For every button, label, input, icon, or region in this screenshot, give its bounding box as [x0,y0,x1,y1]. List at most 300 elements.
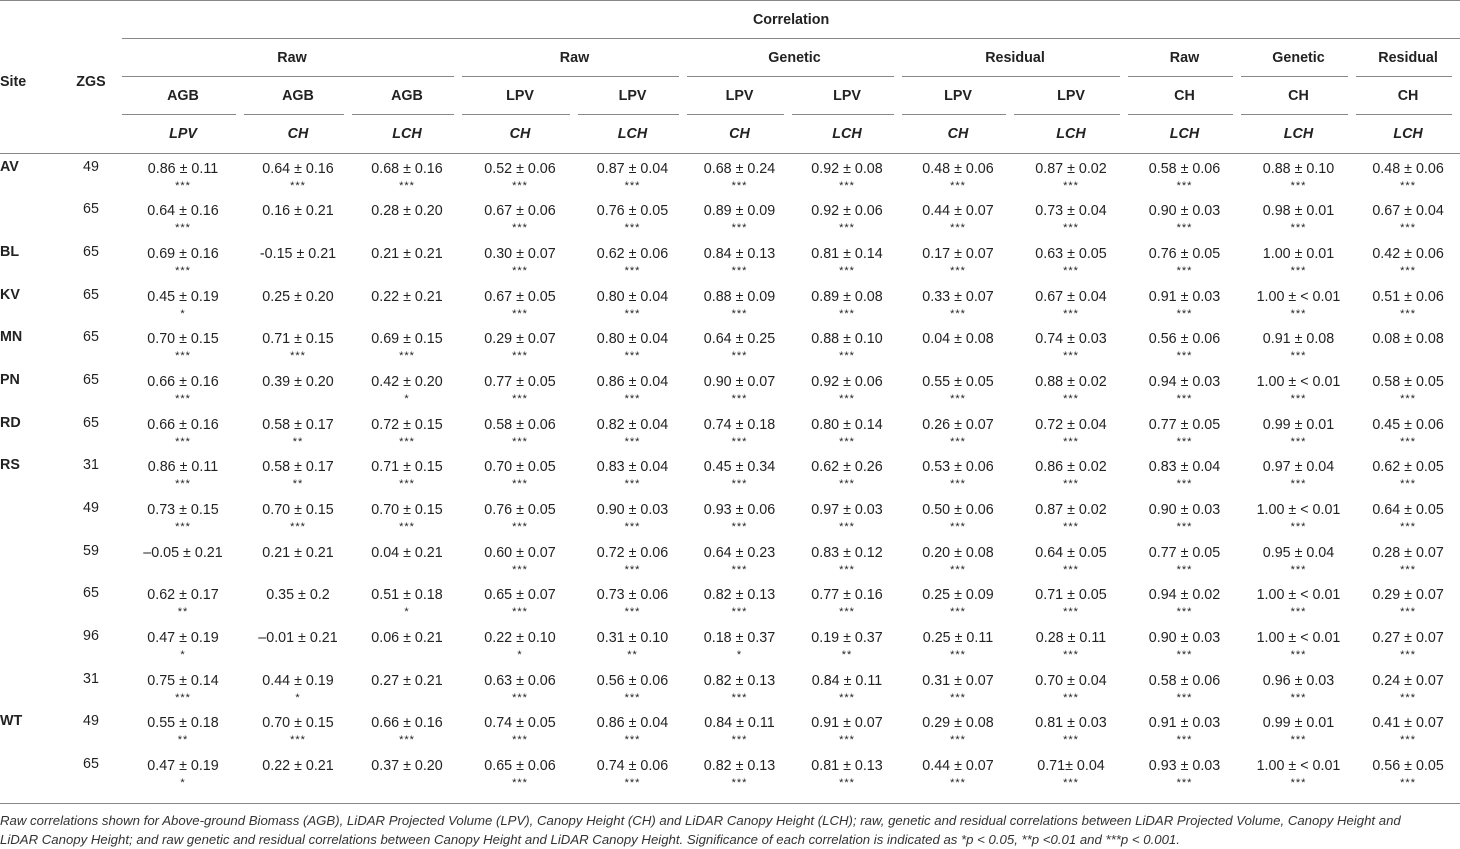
correlation-cell [462,196,578,239]
significance-marker: *** [839,606,855,619]
correlation-value: 0.80 ± 0.14 [811,416,883,433]
correlation-value: 0.63 ± 0.05 [1035,245,1107,262]
correlation-cell [578,196,687,239]
table-row [0,666,1460,709]
correlation-cell [1128,154,1241,197]
correlation-value: 0.82 ± 0.13 [703,587,776,604]
correlation-cell [122,495,244,538]
significance-marker: *** [1290,264,1307,277]
correlation-cell [902,324,1014,367]
significance-marker: *** [1063,180,1079,192]
correlation-value: –0.01 ± 0.21 [258,630,338,647]
correlation-cell [1241,282,1356,325]
correlation-value: 0.97 ± 0.04 [1262,459,1335,476]
significance-marker: *** [512,734,528,747]
significance-marker: *** [1400,264,1416,277]
correlation-cell [578,324,687,367]
significance-marker: *** [1400,521,1416,533]
correlation-cell [902,495,1014,538]
correlation-value: 0.74 ± 0.18 [703,416,776,433]
significance-marker: *** [290,734,306,747]
correlation-value: 0.88 ± 0.09 [703,288,776,305]
correlation-value: 0.42 ± 0.06 [1372,245,1444,262]
significance-marker: *** [1290,350,1307,363]
site-cell: KV [0,286,20,303]
significance-marker: *** [175,180,191,192]
significance-marker: *** [512,180,528,192]
correlation-cell [578,282,687,325]
paired-trait-header: LCH [1056,126,1086,142]
correlation-cell [792,666,902,709]
correlation-cell [792,410,902,453]
correlation-cell [1241,538,1356,581]
correlation-value: 0.47 ± 0.19 [147,630,219,647]
correlation-cell [1128,495,1241,538]
significance-marker: *** [1176,435,1193,448]
significance-marker: *** [1400,777,1416,790]
correlation-cell [1128,751,1241,794]
site-cell: PN [0,371,20,388]
correlation-value: 0.28 ± 0.20 [371,203,443,220]
correlation-cell [1128,538,1241,581]
trait2-row [0,115,1460,154]
trait-header: CH [1128,77,1241,115]
table-caption: Raw correlations shown for Above-ground Biomass (AGB), LiDAR Projected Volume (LPV), Canopy Height (CH) and LiDAR Canopy Height (LCH); raw, genetic and residual correlations between LiDAR Projected Volume, Canopy Height and LiDAR Canopy Height; and raw genetic and residual correlations between Canopy Height and LiDAR Canopy Height. Significance of each correlation is indicated as *p < 0.05, **p <0.01 and ***p < 0.001. [0,813,1401,847]
correlation-value: 0.60 ± 0.07 [484,544,556,561]
correlation-value: 0.98 ± 0.01 [1262,203,1335,220]
significance-marker: *** [624,435,641,448]
significance-marker: *** [290,521,306,533]
paired-trait-header: LCH [832,126,862,142]
significance-marker: *** [1063,392,1079,405]
correlation-value: 0.75 ± 0.14 [147,672,219,689]
trait-header: CH [1241,77,1356,115]
site-cell [0,538,60,581]
correlation-cell [352,751,462,794]
correlation-value: 0.86 ± 0.02 [1035,459,1107,476]
correlation-cell [792,154,902,197]
correlation-cell [122,580,244,623]
significance-marker: *** [1176,691,1193,704]
correlation-cell [244,324,352,367]
correlation-value: 0.71± 0.04 [1037,758,1105,775]
significance-marker: *** [624,222,641,235]
correlation-value: 0.58 ± 0.06 [1148,672,1221,689]
correlation-cell [792,324,902,367]
significance-marker: * [180,649,186,662]
correlation-value: 0.37 ± 0.20 [371,758,443,775]
significance-marker: *** [731,180,748,192]
correlation-cell [1356,239,1460,282]
significance-marker: *** [290,180,306,192]
correlation-cell [1356,751,1460,794]
paired-trait-header: LCH [1169,126,1200,142]
correlation-value: 0.86 ± 0.04 [596,715,669,732]
significance-marker: ** [627,649,638,662]
significance-marker: * [180,307,186,320]
correlation-cell [1128,666,1241,709]
significance-marker: *** [624,777,641,790]
correlation-cell [1241,324,1356,367]
correlation-value: 0.76 ± 0.05 [1148,245,1221,262]
correlation-cell [1356,708,1460,751]
zgs-cell: 65 [83,371,99,388]
correlation-value: 0.80 ± 0.04 [596,331,669,348]
zgs-cell: 65 [83,286,99,303]
significance-marker: *** [839,734,855,747]
correlation-value: 0.64 ± 0.05 [1372,502,1444,518]
correlation-cell [1014,538,1128,581]
zgs-cell: 65 [83,201,99,218]
correlation-cell [1014,324,1128,367]
correlation-cell [1014,282,1128,325]
significance-marker: *** [950,307,966,320]
paired-trait-header: LPV [169,126,197,142]
significance-marker: *** [1063,264,1079,277]
correlation-cell [1241,196,1356,239]
significance-marker: *** [399,350,415,363]
paired-trait-header: LCH [1283,126,1314,142]
significance-marker: *** [950,691,966,704]
correlation-value: 1.00 ± < 0.01 [1256,373,1341,390]
zgs-cell: 65 [83,243,99,260]
correlation-cell [462,410,578,453]
correlation-value: 0.87 ± 0.02 [1035,502,1107,518]
zgs-cell: 59 [83,542,99,559]
significance-marker: *** [399,435,415,448]
correlation-value: 0.94 ± 0.03 [1148,373,1221,390]
correlation-value: 0.22 ± 0.21 [262,758,334,775]
significance-marker: *** [624,606,641,619]
table-row [0,282,1460,325]
significance-marker: *** [950,649,966,662]
correlation-value: 0.62 ± 0.26 [811,459,883,476]
correlation-cell [687,495,792,538]
significance-marker: *** [1063,606,1079,619]
correlation-cell [792,239,902,282]
table-row [0,239,1460,282]
correlation-cell [902,538,1014,581]
correlation-cell [352,580,462,623]
correlation-cell [1356,324,1460,367]
correlation-value: 0.99 ± 0.01 [1262,715,1335,732]
correlation-cell [792,282,902,325]
correlation-cell [578,154,687,197]
correlation-cell [902,751,1014,794]
correlation-value: 0.35 ± 0.2 [266,587,330,604]
correlation-cell [462,324,578,367]
correlation-value: 0.82 ± 0.13 [703,672,776,689]
correlation-cell [1014,196,1128,239]
significance-marker: *** [950,734,966,747]
significance-marker: *** [175,478,191,491]
significance-marker: *** [1063,734,1079,747]
correlation-cell [122,196,244,239]
significance-marker: *** [1063,478,1079,491]
correlation-cell [902,282,1014,325]
significance-marker: * [404,392,410,405]
correlation-value: 0.66 ± 0.16 [147,373,219,390]
correlation-value: 0.88 ± 0.02 [1035,373,1107,390]
correlation-value: 0.67 ± 0.05 [484,288,556,305]
correlation-cell [1014,708,1128,751]
significance-marker: *** [731,392,748,405]
correlation-cell [578,538,687,581]
correlation-cell [1356,367,1460,410]
correlation-cell [352,452,462,495]
correlation-cell [244,708,352,751]
significance-marker: *** [1400,563,1416,576]
correlation-value: 0.58 ± 0.06 [484,416,556,433]
correlation-cell [462,538,578,581]
significance-marker: *** [624,734,641,747]
correlation-cell [1241,751,1356,794]
correlation-cell [792,580,902,623]
significance-marker: *** [839,307,855,320]
correlation-value: 0.93 ± 0.03 [1148,758,1221,775]
correlation-value: 0.64 ± 0.16 [147,203,219,220]
correlation-cell [1356,666,1460,709]
significance-marker: *** [1400,478,1416,491]
correlation-value: 0.83 ± 0.04 [1148,459,1221,476]
significance-marker: *** [1176,777,1193,790]
significance-marker: *** [731,777,748,790]
correlation-cell [1014,452,1128,495]
correlation-cell [1241,452,1356,495]
significance-marker: *** [839,350,855,363]
correlation-cell [1014,580,1128,623]
correlation-cell [1356,452,1460,495]
correlation-value: 0.56 ± 0.06 [1148,331,1221,348]
significance-marker: *** [839,222,855,235]
trait1-row [0,77,1460,115]
significance-marker: *** [399,478,415,491]
significance-marker: *** [1290,606,1307,619]
correlation-value: 1.00 ± < 0.01 [1256,288,1341,305]
correlation-cell [352,410,462,453]
correlation-cell [122,324,244,367]
significance-marker: *** [1290,521,1307,533]
correlation-cell [122,154,244,197]
correlation-value: 0.52 ± 0.06 [484,161,556,177]
significance-marker: *** [624,478,641,491]
significance-marker: *** [1290,777,1307,790]
correlation-cell [462,154,578,197]
significance-marker: *** [624,350,641,363]
correlation-cell [1356,282,1460,325]
correlation-value: 0.77 ± 0.16 [811,587,883,604]
correlation-cell [122,367,244,410]
correlation-value: 0.67 ± 0.06 [484,203,556,220]
significance-marker: *** [1290,435,1307,448]
correlation-cell [122,623,244,666]
paired-trait-header: LCH [392,126,422,142]
significance-marker: *** [399,180,415,192]
correlation-cell [578,239,687,282]
correlation-cell [687,751,792,794]
correlation-value: 0.56 ± 0.06 [596,672,669,689]
correlation-value: 0.87 ± 0.02 [1035,161,1107,177]
correlation-cell [578,580,687,623]
significance-marker: *** [624,180,641,192]
correlation-cell [352,538,462,581]
correlation-value: 0.28 ± 0.11 [1035,630,1107,647]
correlation-value: 0.72 ± 0.15 [371,416,443,433]
site-cell [0,666,60,709]
correlation-value: 0.71 ± 0.15 [371,459,443,476]
correlation-value: 0.45 ± 0.06 [1372,416,1444,433]
significance-marker: *** [399,521,415,533]
correlation-cell [352,282,462,325]
significance-marker: *** [839,264,855,277]
correlation-header: Correlation [122,1,1460,40]
zgs-cell: 65 [83,414,99,431]
correlation-cell [1241,623,1356,666]
correlation-value: 0.27 ± 0.07 [1372,630,1444,647]
correlation-value: 0.86 ± 0.11 [147,459,219,476]
significance-marker: *** [950,264,966,277]
correlation-cell [578,367,687,410]
correlation-value: 0.62 ± 0.06 [596,245,669,262]
correlation-cell [122,410,244,453]
correlation-cell [902,239,1014,282]
significance-marker: * [295,691,301,704]
correlation-cell [902,580,1014,623]
correlation-cell [352,666,462,709]
correlation-cell [352,154,462,197]
correlation-cell [792,623,902,666]
correlation-cell [352,324,462,367]
paired-trait-header: LCH [617,126,648,142]
significance-marker: * [517,649,523,662]
correlation-cell [578,623,687,666]
group-header: Genetic [687,39,902,77]
correlation-value: 0.73 ± 0.04 [1035,203,1107,220]
correlation-cell [1128,239,1241,282]
significance-marker: *** [1290,649,1307,662]
significance-marker: *** [512,307,528,320]
correlation-value: 0.73 ± 0.06 [596,587,669,604]
site-cell: BL [0,243,20,260]
correlation-cell [687,452,792,495]
correlation-value: 0.51 ± 0.18 [371,587,443,604]
correlation-value: 0.81 ± 0.03 [1035,715,1107,732]
correlation-value: 0.83 ± 0.04 [596,459,669,476]
significance-marker: *** [399,734,415,747]
correlation-cell [687,623,792,666]
significance-marker: *** [512,606,528,619]
paired-trait-header: CH [947,126,969,142]
correlation-value: 0.65 ± 0.07 [484,587,556,604]
significance-marker: *** [624,691,641,704]
correlation-value: 0.88 ± 0.10 [1262,161,1335,177]
significance-marker: *** [624,264,641,277]
correlation-value: 0.70 ± 0.15 [262,502,334,518]
correlation-value: –0.05 ± 0.21 [143,544,223,561]
significance-marker: *** [1176,478,1193,491]
table-row [0,452,1460,495]
zgs-cell: 31 [83,670,99,687]
correlation-value: 0.21 ± 0.21 [262,544,334,561]
correlation-cell [687,666,792,709]
correlation-value: 0.27 ± 0.21 [371,672,443,689]
correlation-cell [1128,367,1241,410]
significance-marker: ** [177,606,189,619]
correlation-value: 0.70 ± 0.04 [1035,672,1107,689]
correlation-value: 1.00 ± < 0.01 [1256,587,1341,604]
correlation-value: 0.74 ± 0.03 [1035,331,1107,348]
correlation-cell [1241,708,1356,751]
correlation-value: 1.00 ± 0.01 [1262,245,1335,262]
significance-marker: *** [512,350,528,363]
table-row [0,410,1460,453]
group-header: Residual [1356,39,1460,77]
zgs-cell: 65 [83,329,99,346]
zgs-cell: 49 [83,159,99,175]
correlation-cell [244,666,352,709]
correlation-cell [1241,410,1356,453]
correlation-value: 0.84 ± 0.13 [703,245,776,262]
group-header: Raw [122,39,462,77]
correlation-value: 0.50 ± 0.06 [922,502,994,518]
trait-header: LPV [578,77,687,115]
zgs-cell: 49 [83,713,99,730]
correlation-value: 0.67 ± 0.04 [1372,203,1444,220]
correlation-value: 0.31 ± 0.10 [596,630,669,647]
correlation-value: 0.70 ± 0.15 [262,715,334,732]
significance-marker: *** [512,264,528,277]
correlation-cell [462,495,578,538]
paired-trait-header: LCH [1393,126,1423,142]
significance-marker: *** [839,563,855,576]
significance-marker: *** [731,606,748,619]
trait-header: AGB [122,77,244,115]
correlation-cell [1356,410,1460,453]
correlation-cell [578,410,687,453]
significance-marker: *** [731,691,748,704]
correlation-cell [902,623,1014,666]
correlation-value: 0.77 ± 0.05 [1148,416,1221,433]
correlation-value: 0.80 ± 0.04 [596,288,669,305]
significance-marker: *** [1400,734,1416,747]
correlation-value: 0.25 ± 0.11 [922,630,994,647]
significance-marker: *** [1063,307,1079,320]
correlation-cell [792,751,902,794]
correlation-value: 0.30 ± 0.07 [484,245,556,262]
correlation-value: 1.00 ± < 0.01 [1256,502,1341,518]
correlation-value: 0.95 ± 0.04 [1262,544,1335,561]
correlation-cell [122,452,244,495]
correlation-cell [687,410,792,453]
correlation-value: 0.99 ± 0.01 [1262,416,1335,433]
correlation-value: 0.84 ± 0.11 [704,715,775,732]
correlation-value: 0.42 ± 0.20 [371,373,443,390]
correlation-cell [352,623,462,666]
correlation-cell [244,452,352,495]
significance-marker: *** [1290,222,1307,235]
correlation-cell [352,495,462,538]
correlation-value: 0.58 ± 0.17 [262,416,334,433]
correlation-value: 0.86 ± 0.04 [596,373,669,390]
correlation-value: 0.26 ± 0.07 [922,416,994,433]
correlation-cell [1014,410,1128,453]
correlation-value: 0.24 ± 0.07 [1372,672,1444,689]
significance-marker: *** [512,691,528,704]
significance-marker: *** [1400,691,1416,704]
correlation-value: 0.18 ± 0.37 [703,630,776,647]
significance-marker: *** [1063,435,1079,448]
correlation-value: 0.82 ± 0.13 [703,758,776,775]
